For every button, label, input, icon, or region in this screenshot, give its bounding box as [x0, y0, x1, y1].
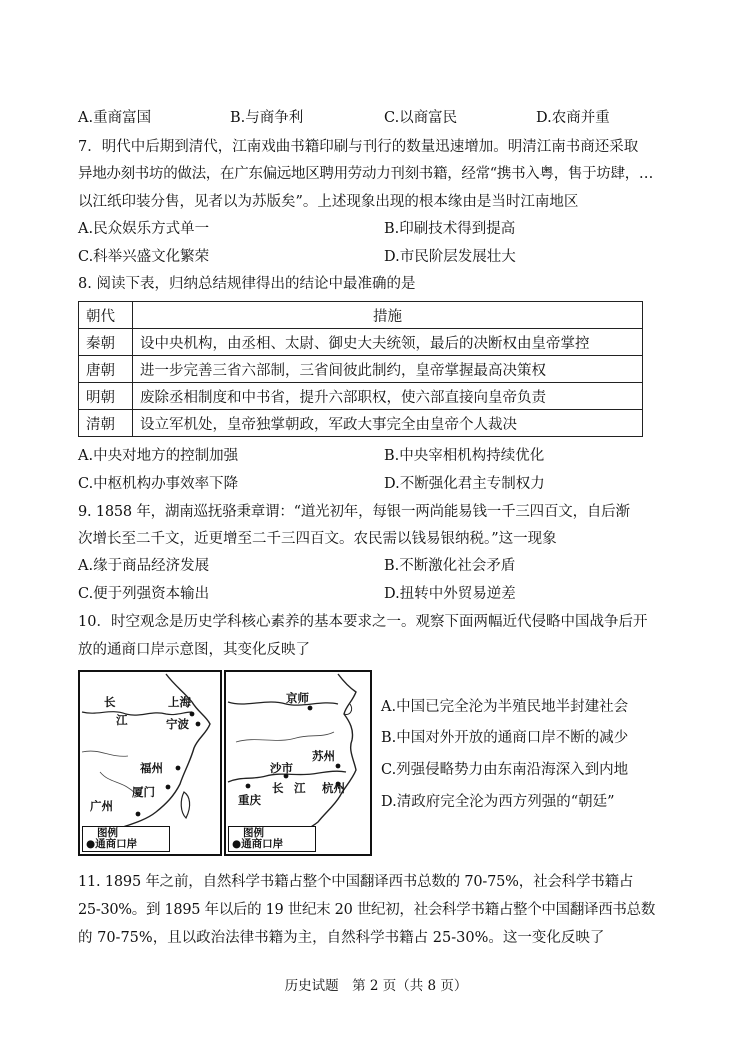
option-c: C.列强侵略势力由东南沿海深入到内地: [381, 762, 629, 778]
question-7-line-3: 以江纸印装分售，见者以为苏版矣”。上述现象出现的根本缘由是当时江南地区: [78, 194, 579, 210]
option-c: C.以商富民: [384, 110, 458, 126]
map-label: 上海: [168, 695, 191, 709]
map-label: 江: [116, 713, 128, 727]
question-9-line-1: 9. 1858 年，湖南巡抚骆秉章谓：“道光初年，每银一两尚能易钱一千三四百文，自后渐: [78, 504, 630, 520]
map-label: 杭州: [322, 781, 345, 795]
legend-item-treaty-port: ●通商口岸: [232, 838, 284, 850]
table-row: [79, 329, 643, 356]
map-label: 福州: [140, 761, 163, 775]
map-legend: [82, 826, 170, 852]
option-a: A.缘于商品经济发展: [78, 558, 210, 574]
table-cell-dynasty: 秦朝: [79, 329, 133, 356]
option-b: B.印刷技术得到提高: [384, 221, 516, 237]
option-b: B.不断激化社会矛盾: [384, 558, 516, 574]
question-10-line-1: 10．时空观念是历史学科核心素养的基本要求之一。观察下面两幅近代侵略中国战争后开: [78, 614, 648, 630]
map-label: 京师: [286, 691, 309, 705]
table-cell-dynasty: 清朝: [79, 410, 133, 437]
option-d: D.清政府完全沦为西方列强的“朝廷”: [381, 794, 615, 810]
map-legend: [228, 826, 316, 852]
option-c: C.便于列强资本输出: [78, 586, 210, 602]
option-b: B.与商争利: [230, 110, 304, 126]
table-cell-measure: 设中央机构，由丞相、太尉、御史大夫统领，最后的决断权由皇帝掌控: [133, 329, 643, 356]
table-cell-dynasty: 唐朝: [79, 356, 133, 383]
map-label: 长: [272, 781, 284, 795]
table-row: [79, 356, 643, 383]
treaty-ports-map-1: [78, 670, 222, 856]
question-8-stem: 8. 阅读下表，归纳总结规律得出的结论中最准确的是: [78, 276, 416, 292]
map-label: 广州: [90, 799, 113, 813]
table-row: [79, 383, 643, 410]
option-d: D.不断强化君主专制权力: [384, 476, 545, 492]
question-11-line-2: 25-30%。到 1895 年以后的 19 世纪末 20 世纪初，社会科学书籍占整个中国翻译西书总数: [78, 902, 656, 918]
option-a: A.中央对地方的控制加强: [78, 448, 239, 464]
option-d: D.市民阶层发展壮大: [384, 249, 516, 265]
question-9-line-2: 次增长至二千文，近更增至二千三四百文。农民需以钱易银纳税。”这一现象: [78, 531, 557, 547]
legend-title: 图例: [243, 827, 264, 839]
map-label: 重庆: [238, 793, 261, 807]
map-label: 长: [104, 695, 116, 709]
map-label: 沙市: [270, 761, 293, 775]
option-b: B.中国对外开放的通商口岸不断的减少: [381, 730, 629, 746]
map-label: 江: [294, 781, 306, 795]
table-row: [79, 410, 643, 437]
table-cell-dynasty: 明朝: [79, 383, 133, 410]
question-11-line-1: 11. 1895 年之前，自然科学书籍占整个中国翻译西书总数的 70-75%，社会科学书籍占: [78, 874, 634, 890]
table-cell-measure: 进一步完善三省六部制，三省间彼此制约，皇帝掌握最高决策权: [133, 356, 643, 383]
treaty-ports-map-2: [224, 670, 372, 856]
map-label: 厦门: [132, 785, 155, 799]
option-d: D.扭转中外贸易逆差: [384, 586, 516, 602]
question-11-line-3: 的 70-75%，且以政治法律书籍为主，自然科学书籍占 25-30%。这一变化反映了: [78, 930, 605, 946]
question-10-line-2: 放的通商口岸示意图，其变化反映了: [78, 642, 310, 658]
table-header-dynasty: 朝代: [79, 302, 133, 329]
map-label: 宁波: [166, 717, 189, 731]
question-7-line-2: 异地办刻书坊的做法，在广东偏远地区聘用劳动力刊刻书籍，经常“携书入粤，售于坊肆，…: [78, 166, 654, 182]
option-c: C.中枢机构办事效率下降: [78, 476, 239, 492]
table-header-measures: 措施: [133, 302, 643, 329]
option-a: A.民众娱乐方式单一: [78, 221, 210, 237]
legend-title: 图例: [97, 827, 118, 839]
page-footer: 历史试题 第 2 页（共 8 页）: [284, 978, 468, 994]
table-cell-measure: 设立军机处，皇帝独掌朝政，军政大事完全由皇帝个人裁决: [133, 410, 643, 437]
legend-item-treaty-port: ●通商口岸: [86, 838, 138, 850]
question-7-line-1: 7．明代中后期到清代，江南戏曲书籍印刷与刊行的数量迅速增加。明清江南书商还采取: [78, 139, 639, 155]
option-b: B.中央宰相机构持续优化: [384, 448, 545, 464]
option-c: C.科举兴盛文化繁荣: [78, 249, 210, 265]
dynasty-measures-table: [78, 301, 643, 437]
table-header-row: [79, 302, 643, 329]
option-d: D.农商并重: [536, 110, 610, 126]
option-a: A.中国已完全沦为半殖民地半封建社会: [381, 699, 629, 715]
option-a: A.重商富国: [78, 110, 152, 126]
map-label: 苏州: [312, 749, 335, 763]
table-cell-measure: 废除丞相制度和中书省，提升六部职权，使六部直接向皇帝负责: [133, 383, 643, 410]
